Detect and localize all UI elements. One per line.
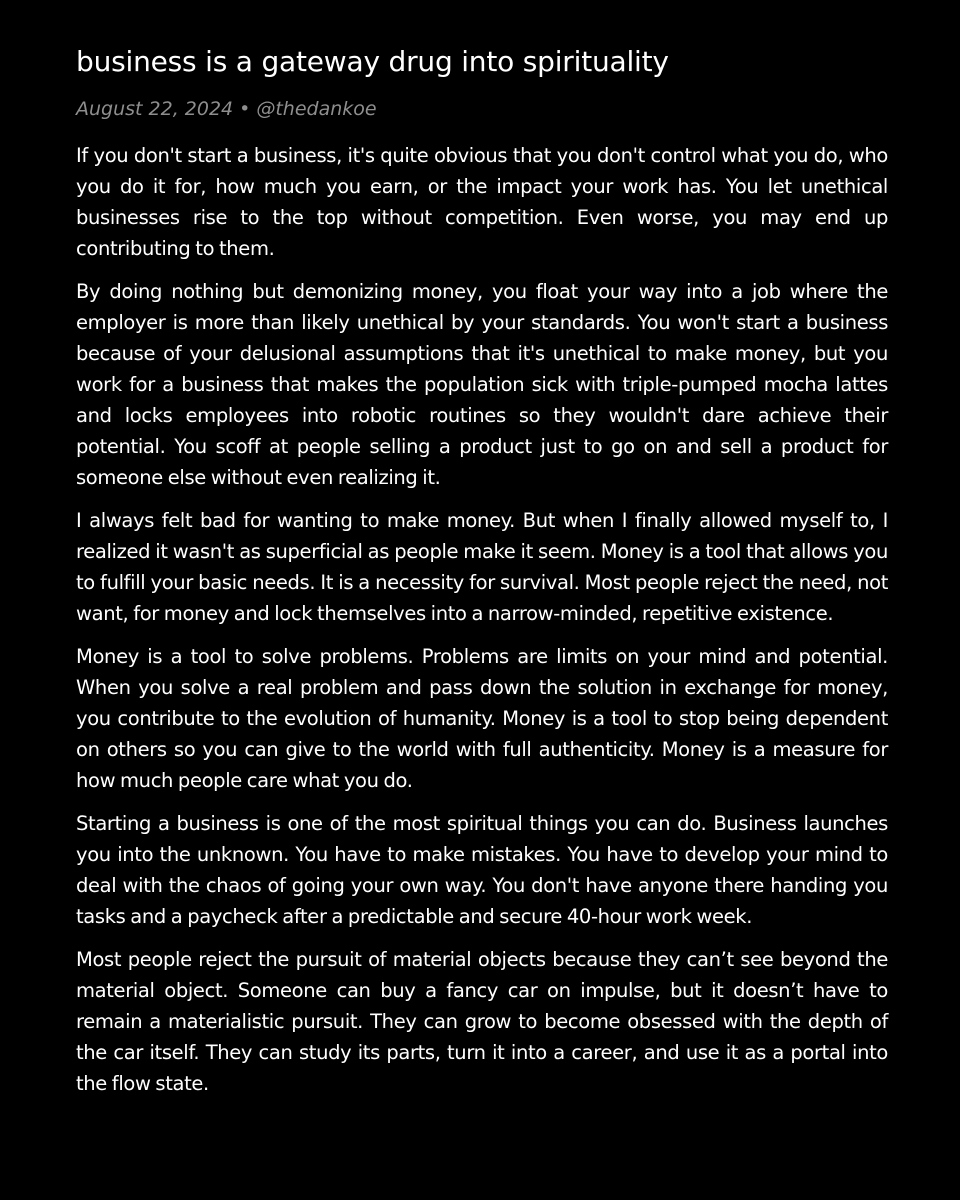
- paragraph-6: Most people reject the pursuit of material objects because they can’t see beyond the material object. Someone can buy a fancy car on impulse, but it doesn’t have to remain a materialistic pursuit. They can grow to become obsessed with the depth of the car itself. They can study its parts, turn it into a career, and use it as a portal into the flow state.: [76, 948, 888, 1095]
- post-title: business is a gateway drug into spirituality: [76, 45, 669, 78]
- meta-separator: •: [239, 98, 251, 120]
- post-meta: [76, 96, 888, 122]
- paragraph-2: By doing nothing but demonizing money, you float your way into a job where the employer is more than likely unethical by your standards. You won't start a business because of your delusional assumptions that it's unethical to make money, but you work for a business that makes the population sick with triple-pumped mocha lattes and locks employees into robotic routines so they wouldn't dare achieve their potential. You scoff at people selling a product just to go on and sell a product for someone else without even realizing it.: [76, 280, 888, 489]
- paragraph-4: Money is a tool to solve problems. Problems are limits on your mind and potential. When you solve a real problem and pass down the solution in exchange for money, you contribute to the evolution of humanity. Money is a tool to stop being dependent on others so you can give to the world with full authenticity. Money is a measure for how much people care what you do.: [76, 645, 888, 792]
- post-date: August 22, 2024: [76, 98, 234, 120]
- paragraph-5: Starting a business is one of the most spiritual things you can do. Business launches you into the unknown. You have to make mistakes. You have to develop your mind to deal with the chaos of going your own way. You don't have anyone there handing you tasks and a paycheck after a predictable and secure 40-hour work week.: [76, 812, 888, 928]
- paragraph-1: If you don't start a business, it's quite obvious that you don't control what you do, who you do it for, how much you earn, or the impact your work has. You let unethical businesses rise to the top without competition. Even worse, you may end up contributing to them.: [76, 144, 888, 260]
- author-handle: @thedankoe: [256, 98, 377, 120]
- article: [76, 40, 888, 1099]
- paragraph-3: I always felt bad for wanting to make money. But when I finally allowed myself to, I realized it wasn't as superficial as people make it seem. Money is a tool that allows you to fulfill your basic needs. It is a necessity for survival. Most people reject the need, not want, for money and lock themselves into a narrow-minded, repetitive existence.: [76, 509, 888, 625]
